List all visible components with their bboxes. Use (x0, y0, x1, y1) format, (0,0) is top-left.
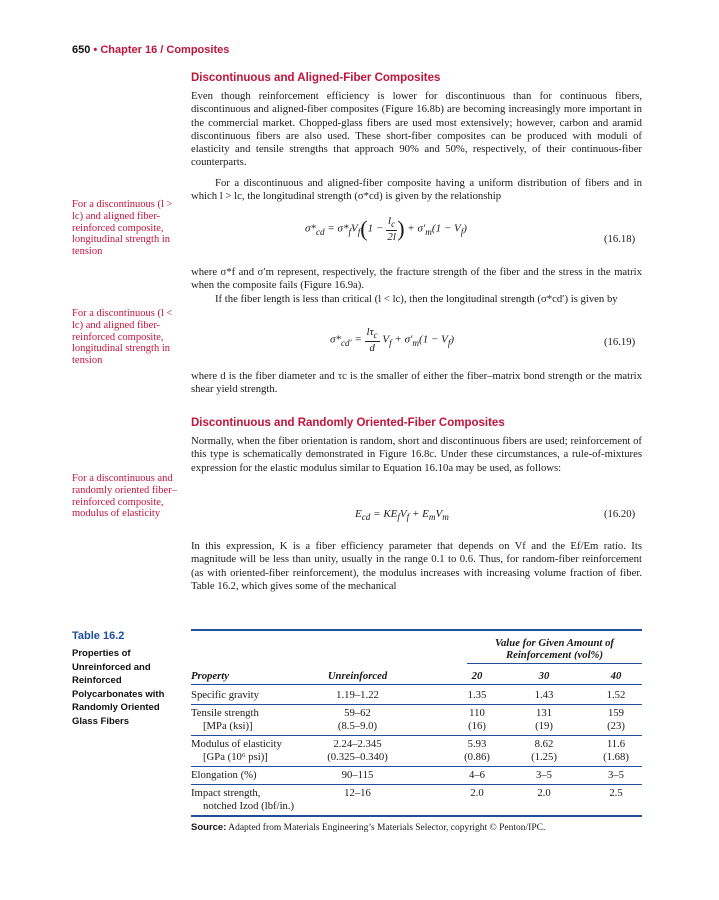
table-cell: 110 (469, 707, 485, 719)
margin-note-aligned-short: For a discontinuous (l < lc) and aligned fiber-reinforced composite, longitudinal strength in tension (72, 308, 173, 367)
table-cell: 11.6 (606, 738, 626, 750)
column-header-20: 20 (471, 670, 483, 682)
chapter-title: Composites (166, 44, 230, 56)
table-row-rule (191, 735, 642, 736)
table-cell: (1.68) (603, 751, 629, 763)
source-label: Source: (191, 822, 227, 833)
running-header (72, 44, 229, 56)
table-cell: 1.35 (467, 689, 487, 701)
table-row-rule (191, 704, 642, 705)
section1-paragraph-5: where d is the fiber diameter and τc is the smaller of either the fiber–matrix bond strength or the matrix shear yield strength. (191, 370, 642, 396)
table-header-rule (191, 684, 642, 685)
section1-paragraph-1: Even though reinforcement efficiency is lower for discontinuous than for continuous fibers, discontinuous and aligned-fiber composites (Figure 16.8b) are becoming increasingly more important in the commercial market. Chopped-glass fibers are used most extensively; however, carbon and aramid discontinuous fibers are also used. These short-fiber composites can be produced with moduli of elasticity and tensile strengths that approach 90% and 50%, respectively, of their continuous-fiber counterparts. (191, 90, 642, 169)
section1-paragraph-2: For a discontinuous and aligned-fiber composite having a uniform distribution of fibers and in which l > lc, the longitudinal strength (σ*cd) is given by the relationship (191, 177, 642, 203)
margin-note-aligned-long: For a discontinuous (l > lc) and aligned fiber-reinforced composite, longitudinal strength in tension (72, 199, 173, 258)
table-cell: Elongation (%) (191, 769, 257, 781)
table-cell: [GPa (10⁶ psi)] (203, 751, 268, 763)
table-cell: 159 (607, 707, 625, 719)
table-cell: Tensile strength (191, 707, 259, 719)
table-cell: [MPa (ksi)] (203, 720, 253, 732)
table-cell: (0.325–0.340) (327, 751, 388, 763)
table-group-header: Value for Given Amount of Reinforcement (vol%) (495, 637, 614, 661)
table-cell: 5.93 (467, 738, 487, 750)
table-top-rule (191, 629, 642, 631)
table-cell: Specific gravity (191, 689, 259, 701)
table-cell: (8.5–9.0) (337, 720, 378, 732)
table-cell: 12–16 (344, 787, 371, 799)
table-bottom-rule (191, 815, 642, 817)
section-title-random: Discontinuous and Randomly Oriented-Fiber Composites (191, 417, 505, 429)
equation-number-16-18: (16.18) (604, 233, 636, 245)
table-cell: 2.24–2.345 (333, 738, 382, 750)
table-cell: 1.19–1.22 (336, 689, 379, 701)
column-header-40: 40 (610, 670, 622, 682)
equation-16-19: $\sigma*_{cd'}$ = $\frac{l\tau_c}{d}$ $V_f + \sigma'_m(1 - V_f)$ (330, 326, 455, 355)
header-bullet: • (93, 44, 98, 56)
column-header-unreinforced: Unreinforced (327, 670, 388, 682)
page-number: 650 (72, 44, 91, 56)
table-cell: 90–115 (341, 769, 374, 781)
table-cell: 2.0 (470, 787, 484, 799)
table-cell: 3–5 (607, 769, 625, 781)
table-caption: Table 16.2 (72, 630, 125, 642)
table-cell: 8.62 (534, 738, 554, 750)
table-cell: (19) (535, 720, 553, 732)
table-cell: 2.0 (537, 787, 551, 799)
column-header-property: Property (191, 670, 229, 682)
equation-16-20: $E_{cd} = KE_fV_f + E_mV_m$ (355, 508, 449, 523)
source-text: Adapted from Materials Engineering’s Materials Selector, copyright © Penton/IPC. (228, 823, 546, 833)
table-subtitle: Properties of Unreinforced and Reinforced Polycarbonates with Randomly Oriented Glass Fibers (72, 648, 165, 727)
table-group-rule (467, 663, 642, 664)
equation-number-16-19: (16.19) (604, 336, 636, 348)
margin-note-random: For a discontinuous and randomly oriented fiber–reinforced composite, modulus of elasticity (72, 473, 177, 520)
section2-paragraph-2: In this expression, K is a fiber efficiency parameter that depends on Vf and the Ef/Em ratio. Its magnitude will be less than unity, usually in the range 0.1 to 0.6. Thus, for random-fiber reinforcement (as with oriented-fiber reinforcement), the modulus increases with increasing volume fraction of fiber. Table 16.2, which gives some of the mechanical (191, 540, 642, 592)
equation-number-16-20: (16.20) (604, 508, 636, 520)
table-cell: (0.86) (464, 751, 490, 763)
table-cell: 1.52 (606, 689, 626, 701)
table-cell: 131 (535, 707, 553, 719)
section1-paragraph-3: where σ*f and σ′m represent, respectively, the fracture strength of the fiber and the stress in the matrix when the composite fails (Figure 16.9a). (191, 266, 642, 292)
table-cell: 59–62 (344, 707, 371, 719)
table-source (191, 822, 545, 833)
equation-16-18: $\sigma*_{cd} = \sigma*_fV_f(1$ − $\frac{l_c}{2l}$ ) + $\sigma'_m(1 - V_f)$ (305, 215, 467, 244)
table-cell: 3–5 (535, 769, 553, 781)
table-cell: (23) (607, 720, 625, 732)
table-cell: notched Izod (lbf/in.) (203, 800, 295, 812)
table-cell: (16) (468, 720, 486, 732)
table-cell: 1.43 (534, 689, 554, 701)
table-cell: 4–6 (468, 769, 486, 781)
table-cell: Modulus of elasticity (191, 738, 282, 750)
table-row-rule (191, 784, 642, 785)
table-cell: Impact strength, (191, 787, 261, 799)
column-header-30: 30 (538, 670, 550, 682)
header-slash: / (160, 44, 164, 56)
section2-paragraph-1: Normally, when the fiber orientation is random, short and discontinuous fibers are used; reinforcement of this type is schematically demonstrated in Figure 16.8c. Under these circumstances, a rule-of-mixtures expression for the elastic modulus similar to Equation 16.10a may be used, as follows: (191, 435, 642, 474)
section1-paragraph-4: If the fiber length is less than critical (l < lc), then the longitudinal strength (σ*cd′) is given by (215, 293, 618, 305)
table-cell: (1.25) (531, 751, 557, 763)
table-row-rule (191, 766, 642, 767)
chapter-label: Chapter 16 (100, 44, 158, 56)
table-cell: 2.5 (609, 787, 623, 799)
section-title-aligned: Discontinuous and Aligned-Fiber Composites (191, 72, 441, 84)
